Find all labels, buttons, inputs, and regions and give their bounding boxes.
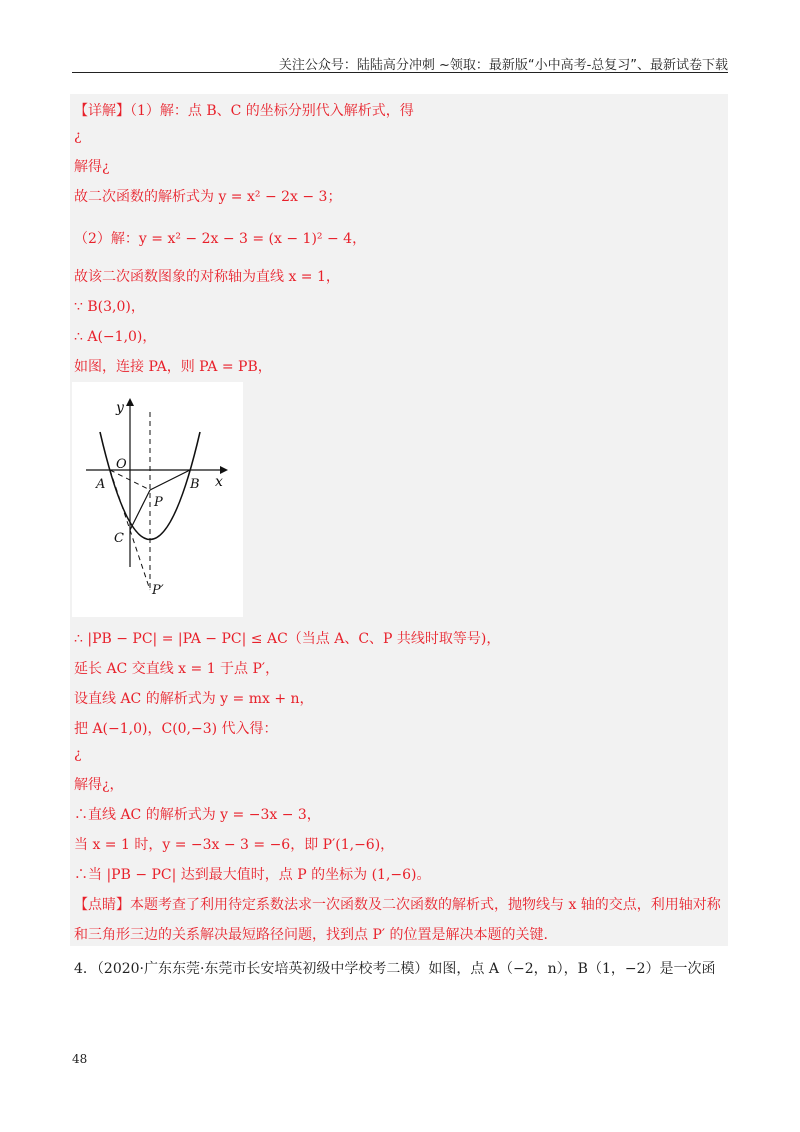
solution-line-7: ∵ B(3,0)，	[74, 299, 145, 315]
solution-line-15: 解得¿，	[74, 777, 124, 793]
segment-pc	[130, 490, 150, 530]
label-o: O	[116, 457, 127, 472]
x-axis-arrow	[220, 466, 228, 474]
solution-line-1: 【详解】（1）解：点 B、C 的坐标分别代入解析式，得	[74, 103, 414, 119]
label-p-prime: P′	[152, 583, 164, 598]
solution-line-8: ∴ A(−1,0)，	[74, 329, 157, 345]
solution-line-4: 故二次函数的解析式为 y = x² − 2x − 3；	[74, 189, 342, 205]
solution-line-2: ¿	[74, 128, 82, 144]
solution-line-20: 和三角形三边的关系解决最短路径问题，找到点 P′ 的位置是解决本题的关键.	[74, 927, 548, 943]
solution-line-14: ¿	[74, 746, 82, 762]
solution-line-12: 设直线 AC 的解析式为 y = mx + n，	[74, 691, 314, 707]
solution-line-9: 如图，连接 PA，则 PA = PB，	[74, 359, 272, 375]
parabola-figure	[72, 382, 243, 617]
page-header	[72, 54, 728, 73]
header-text: 关注公众号：陆陆高分冲刺 ~领取：最新版“小中高考-总复习”、最新试卷下载	[278, 58, 728, 73]
solution-line-11: 延长 AC 交直线 x = 1 于点 P′，	[74, 661, 280, 677]
solution-line-6: 故该二次函数图象的对称轴为直线 x = 1，	[74, 269, 340, 285]
solution-line-10: ∴ |PB − PC| = |PA − PC| ≤ AC（当点 A、C、P 共线时取等号)，	[74, 631, 501, 647]
solution-line-17: 当 x = 1 时，y = −3x − 3 = −6，即 P′(1,−6)，	[74, 837, 395, 853]
solution-line-16: ∴直线 AC 的解析式为 y = −3x − 3，	[74, 807, 321, 823]
solution-line-18: ∴当 |PB − PC| 达到最大值时，点 P 的坐标为 (1,−6)。	[74, 867, 431, 883]
solution-line-3: 解得¿	[74, 159, 110, 175]
label-a: A	[96, 477, 106, 492]
solution-line-5: （2）解：y = x² − 2x − 3 = (x − 1)² − 4，	[74, 231, 367, 247]
label-y: y	[116, 400, 124, 416]
solution-line-13: 把 A(−1,0)，C(0,−3) 代入得：	[74, 721, 278, 737]
solution-line-19: 【点睛】本题考查了利用待定系数法求一次函数及二次函数的解析式，抛物线与 x 轴的交点，利用轴对称	[74, 897, 721, 913]
figure-svg	[72, 382, 243, 617]
segment-pb	[150, 470, 190, 490]
label-c: C	[114, 531, 124, 546]
y-axis-arrow	[126, 398, 134, 406]
page-number: 48	[72, 1052, 88, 1066]
label-b: B	[190, 477, 200, 492]
label-x: x	[215, 474, 223, 490]
label-p: P	[154, 495, 163, 510]
question-4: 4．（2020·广东东莞·东莞市长安培英初级中学校考二模）如图，点 A（−2，n），B（1，−2）是一次函	[74, 961, 716, 977]
